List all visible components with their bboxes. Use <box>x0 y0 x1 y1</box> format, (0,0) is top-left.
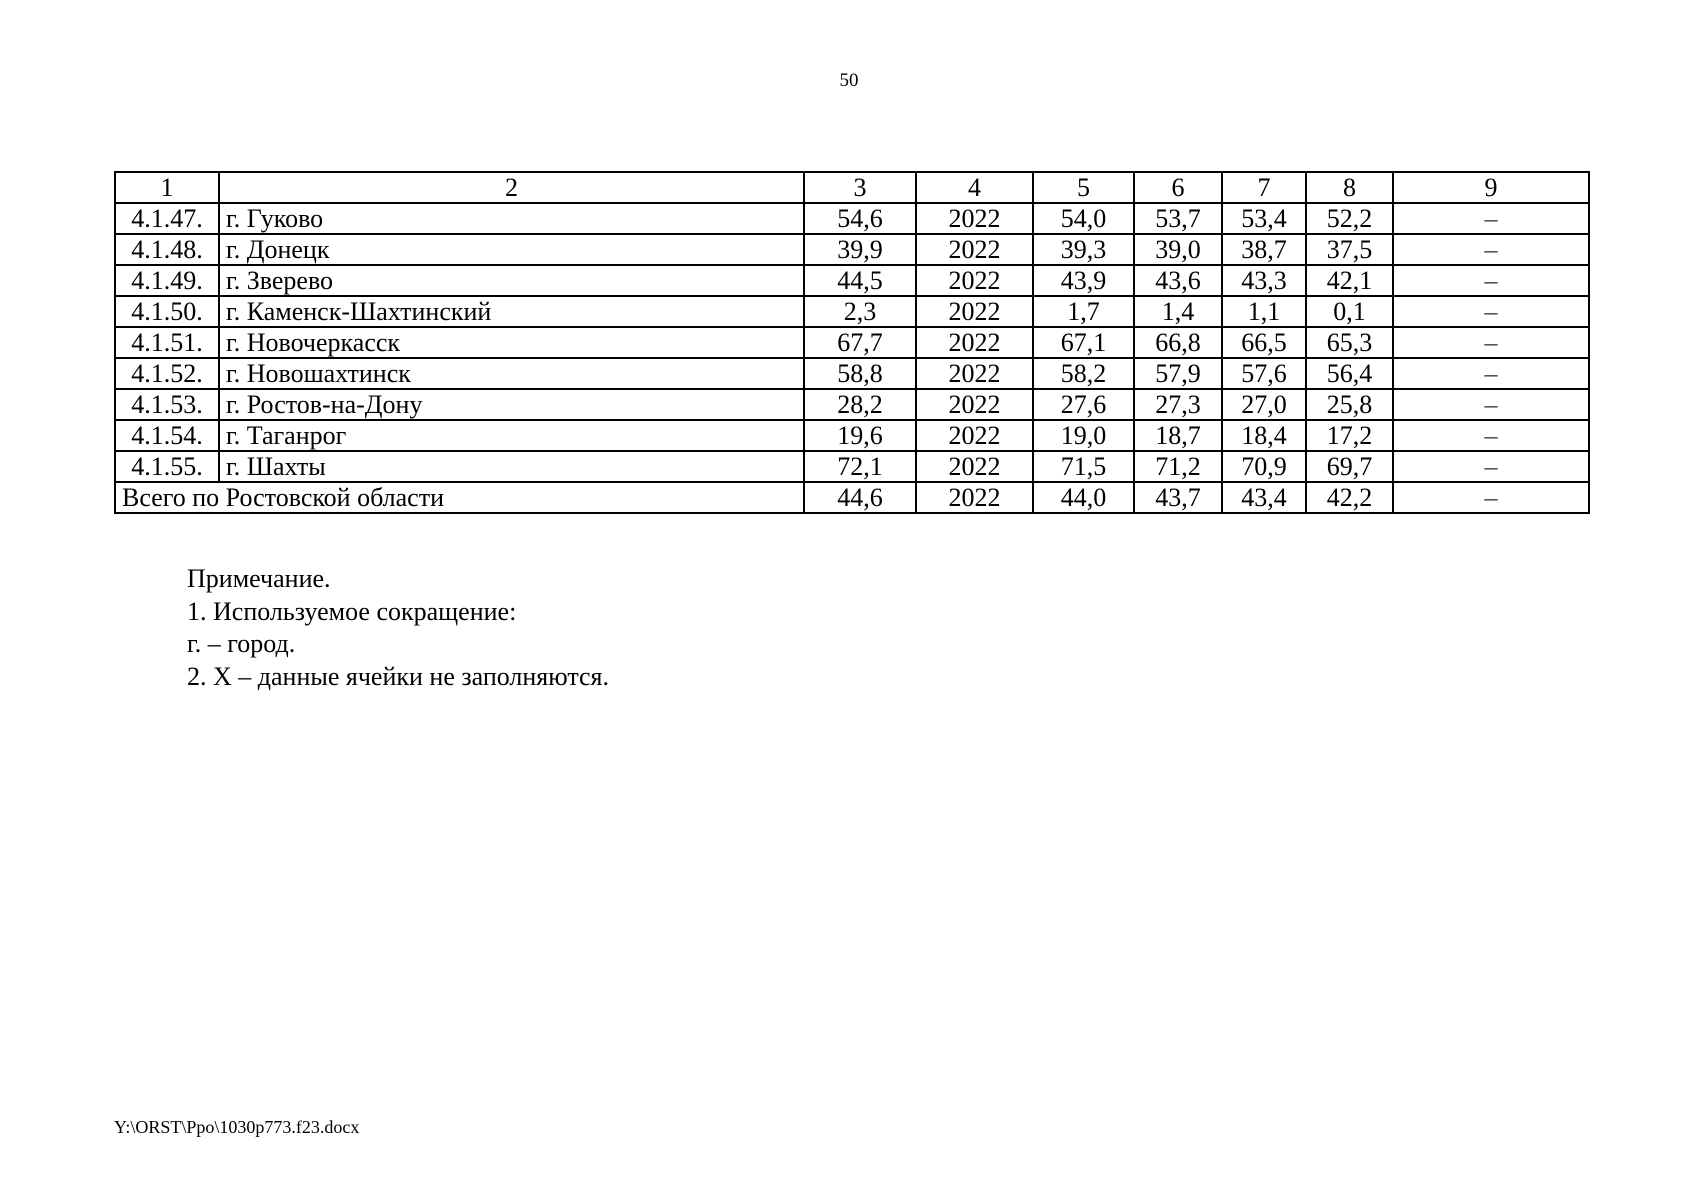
data-table <box>114 171 1590 514</box>
cell-city-name: г. Новошахтинск <box>219 358 804 389</box>
cell-col-4: 2022 <box>916 420 1033 451</box>
cell-col-5: 43,9 <box>1033 265 1134 296</box>
cell-col-6: 71,2 <box>1134 451 1222 482</box>
cell-col-9: – <box>1393 420 1589 451</box>
cell-col-6: 53,7 <box>1134 203 1222 234</box>
note-item: 1. Используемое сокращение: <box>187 596 517 626</box>
cell-col-4: 2022 <box>916 451 1033 482</box>
cell-col-7: 57,6 <box>1222 358 1306 389</box>
cell-col-5: 44,0 <box>1033 482 1134 513</box>
table-total-row <box>115 482 1589 513</box>
cell-col-7: 43,4 <box>1222 482 1306 513</box>
table-row <box>115 358 1589 389</box>
cell-city-name: г. Зверево <box>219 265 804 296</box>
table-row <box>115 265 1589 296</box>
cell-col-6: 57,9 <box>1134 358 1222 389</box>
cell-col-9: – <box>1393 358 1589 389</box>
cell-col-9: – <box>1393 234 1589 265</box>
cell-col-3: 54,6 <box>804 203 916 234</box>
cell-col-4: 2022 <box>916 358 1033 389</box>
cell-city-name: г. Новочеркасск <box>219 327 804 358</box>
table-row <box>115 389 1589 420</box>
cell-col-8: 52,2 <box>1306 203 1393 234</box>
cell-col-8: 42,1 <box>1306 265 1393 296</box>
cell-number: 4.1.47. <box>115 203 219 234</box>
cell-col-9: – <box>1393 265 1589 296</box>
note-item: г. – город. <box>187 629 296 658</box>
column-header: 1 <box>115 172 219 203</box>
footer-file-path: Y:\ORST\Ppo\1030p773.f23.docx <box>114 1117 360 1137</box>
cell-city-name: г. Гуково <box>219 203 804 234</box>
cell-city-name: г. Ростов-на-Дону <box>219 389 804 420</box>
cell-col-3: 44,5 <box>804 265 916 296</box>
cell-col-8: 65,3 <box>1306 327 1393 358</box>
column-header: 6 <box>1134 172 1222 203</box>
cell-col-5: 54,0 <box>1033 203 1134 234</box>
table-row <box>115 420 1589 451</box>
cell-col-6: 43,7 <box>1134 482 1222 513</box>
table-row <box>115 327 1589 358</box>
cell-col-8: 37,5 <box>1306 234 1393 265</box>
cell-col-5: 19,0 <box>1033 420 1134 451</box>
cell-col-6: 1,4 <box>1134 296 1222 327</box>
cell-col-6: 43,6 <box>1134 265 1222 296</box>
cell-col-7: 18,4 <box>1222 420 1306 451</box>
cell-col-4: 2022 <box>916 265 1033 296</box>
cell-col-7: 70,9 <box>1222 451 1306 482</box>
cell-col-3: 44,6 <box>804 482 916 513</box>
cell-col-5: 67,1 <box>1033 327 1134 358</box>
cell-col-7: 66,5 <box>1222 327 1306 358</box>
cell-col-5: 27,6 <box>1033 389 1134 420</box>
notes-title: Примечание. <box>187 564 331 593</box>
cell-number: 4.1.49. <box>115 265 219 296</box>
cell-number: 4.1.52. <box>115 358 219 389</box>
column-header: 9 <box>1393 172 1589 203</box>
cell-col-9: – <box>1393 327 1589 358</box>
table-row <box>115 234 1589 265</box>
cell-city-name: г. Таганрог <box>219 420 804 451</box>
note-item: 2. Х – данные ячейки не заполняются. <box>187 661 610 691</box>
cell-col-9: – <box>1393 203 1589 234</box>
cell-city-name: г. Шахты <box>219 451 804 482</box>
cell-city-name: г. Донецк <box>219 234 804 265</box>
column-header: 2 <box>219 172 804 203</box>
table-row <box>115 203 1589 234</box>
cell-col-7: 27,0 <box>1222 389 1306 420</box>
cell-col-3: 67,7 <box>804 327 916 358</box>
cell-number: 4.1.48. <box>115 234 219 265</box>
cell-col-4: 2022 <box>916 389 1033 420</box>
cell-city-name: г. Каменск-Шахтинский <box>219 296 804 327</box>
cell-col-8: 0,1 <box>1306 296 1393 327</box>
cell-col-4: 2022 <box>916 482 1033 513</box>
table-row <box>115 296 1589 327</box>
cell-col-5: 1,7 <box>1033 296 1134 327</box>
column-header: 3 <box>804 172 916 203</box>
cell-col-4: 2022 <box>916 296 1033 327</box>
cell-col-3: 2,3 <box>804 296 916 327</box>
column-header: 7 <box>1222 172 1306 203</box>
cell-number: 4.1.50. <box>115 296 219 327</box>
cell-col-8: 25,8 <box>1306 389 1393 420</box>
total-label: Всего по Ростовской области <box>115 482 804 513</box>
cell-col-5: 71,5 <box>1033 451 1134 482</box>
cell-col-3: 58,8 <box>804 358 916 389</box>
cell-col-3: 72,1 <box>804 451 916 482</box>
column-header: 4 <box>916 172 1033 203</box>
cell-col-9: – <box>1393 451 1589 482</box>
cell-col-6: 39,0 <box>1134 234 1222 265</box>
cell-col-8: 42,2 <box>1306 482 1393 513</box>
cell-col-9: – <box>1393 482 1589 513</box>
cell-col-9: – <box>1393 389 1589 420</box>
cell-col-7: 53,4 <box>1222 203 1306 234</box>
table-row <box>115 451 1589 482</box>
table-header-row <box>115 172 1589 203</box>
cell-number: 4.1.55. <box>115 451 219 482</box>
cell-col-3: 19,6 <box>804 420 916 451</box>
cell-number: 4.1.54. <box>115 420 219 451</box>
cell-col-6: 27,3 <box>1134 389 1222 420</box>
cell-col-4: 2022 <box>916 327 1033 358</box>
cell-col-6: 66,8 <box>1134 327 1222 358</box>
notes <box>187 563 609 693</box>
cell-col-8: 69,7 <box>1306 451 1393 482</box>
cell-col-6: 18,7 <box>1134 420 1222 451</box>
page-number: 50 <box>839 70 859 91</box>
table-body <box>115 203 1589 482</box>
column-header: 5 <box>1033 172 1134 203</box>
column-header: 8 <box>1306 172 1393 203</box>
cell-col-3: 28,2 <box>804 389 916 420</box>
cell-col-5: 58,2 <box>1033 358 1134 389</box>
cell-col-9: – <box>1393 296 1589 327</box>
cell-col-8: 56,4 <box>1306 358 1393 389</box>
cell-col-7: 38,7 <box>1222 234 1306 265</box>
cell-number: 4.1.53. <box>115 389 219 420</box>
cell-col-7: 43,3 <box>1222 265 1306 296</box>
cell-col-8: 17,2 <box>1306 420 1393 451</box>
cell-col-4: 2022 <box>916 203 1033 234</box>
cell-col-3: 39,9 <box>804 234 916 265</box>
cell-col-4: 2022 <box>916 234 1033 265</box>
cell-number: 4.1.51. <box>115 327 219 358</box>
cell-col-7: 1,1 <box>1222 296 1306 327</box>
cell-col-5: 39,3 <box>1033 234 1134 265</box>
